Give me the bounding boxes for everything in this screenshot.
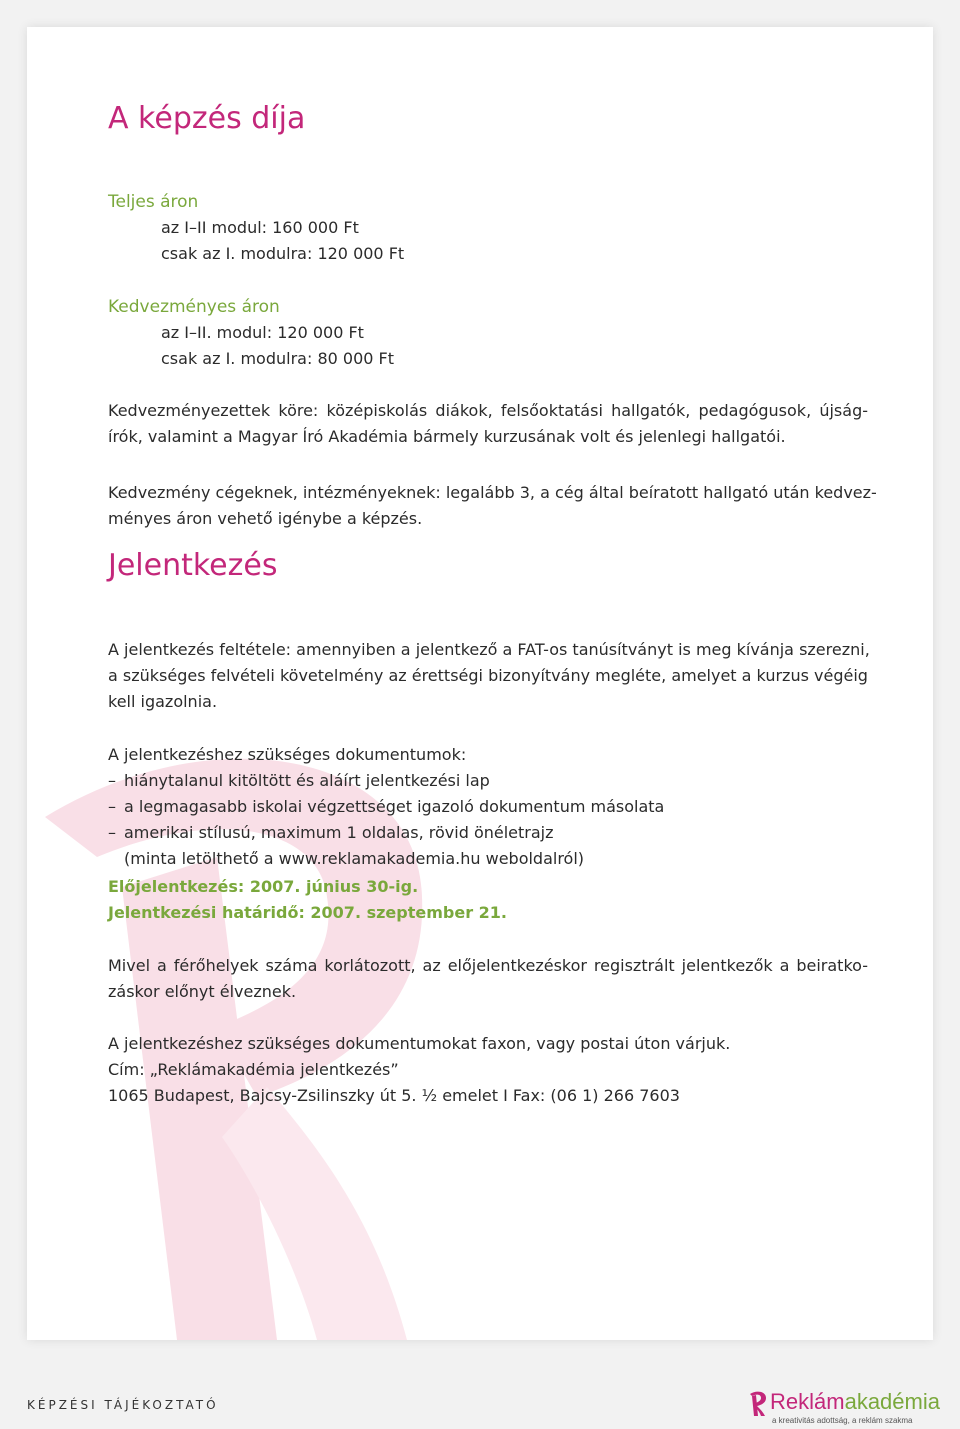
- text-line: A jelentkezéshez szükséges dokumentumokat faxon, vagy postai úton várjuk.: [108, 1034, 731, 1053]
- text-line: 1065 Budapest, Bajcsy-Zsilinszky út 5. ½ emelet I Fax: (06 1) 266 7603: [108, 1086, 680, 1105]
- list-dash: –: [108, 771, 116, 790]
- list-item: [108, 768, 868, 794]
- pre-registration-deadline: Előjelentkezés: 2007. június 30-ig.: [108, 877, 419, 896]
- logo-word-1: Reklám: [770, 1389, 845, 1414]
- text-line: Cím: „Reklámakadémia jelentkezés”: [108, 1060, 399, 1079]
- logo-mark-icon: [748, 1390, 770, 1416]
- full-price-line: az I–II modul: 160 000 Ft: [161, 218, 359, 237]
- eligible-paragraph: [108, 398, 868, 450]
- list-item-text: amerikai stílusú, maximum 1 oldalas, rövid önéletrajz: [124, 823, 554, 842]
- footer-label: KÉPZÉSI TÁJÉKOZTATÓ: [27, 1398, 219, 1412]
- list-item: [108, 820, 868, 846]
- text-line: Kedvezmény cégeknek, intézményeknek: legalább 3, a cég által beíratott hallgató után kedvez-: [108, 483, 877, 502]
- full-price-heading: Teljes áron: [108, 192, 199, 212]
- discount-price-line: az I–II. modul: 120 000 Ft: [161, 323, 364, 342]
- text-line: záskor előnyt élveznek.: [108, 982, 297, 1001]
- full-price-line: csak az I. modulra: 120 000 Ft: [161, 244, 405, 263]
- list-item-text: a legmagasabb iskolai végzettséget igazoló dokumentum másolata: [124, 797, 665, 816]
- documents-note: (minta letölthető a www.reklamakademia.hu weboldalról): [124, 849, 585, 868]
- logo-tagline: a kreativitás adottság, a reklám szakma: [772, 1416, 913, 1425]
- fee-title: A képzés díja: [108, 101, 306, 136]
- list-item-text: hiánytalanul kitöltött és aláírt jelentkezési lap: [124, 771, 490, 790]
- documents-intro: A jelentkezéshez szükséges dokumentumok:: [108, 745, 467, 764]
- company-discount-paragraph: [108, 480, 877, 532]
- text-line: Kedvezményezettek köre: középiskolás diákok, felsőoktatási hallgatók, pedagógusok, újság-: [108, 401, 868, 420]
- discount-price-line: csak az I. modulra: 80 000 Ft: [161, 349, 394, 368]
- priority-paragraph: [108, 953, 868, 1005]
- text-line: ményes áron vehető igénybe a képzés.: [108, 509, 423, 528]
- list-dash: –: [108, 797, 116, 816]
- text-line: kell igazolnia.: [108, 692, 218, 711]
- list-item: [108, 794, 868, 820]
- reklamakademia-logo: [748, 1388, 940, 1428]
- registration-deadline: Jelentkezési határidő: 2007. szeptember 21.: [108, 903, 508, 922]
- text-line: Mivel a férőhelyek száma korlátozott, az előjelentkezéskor regisztrált jelentkezők a beiratko-: [108, 956, 868, 975]
- text-line: írók, valamint a Magyar Író Akadémia bármely kurzusának volt és jelenlegi hallgatói.: [108, 427, 786, 446]
- registration-title: Jelentkezés: [108, 548, 278, 583]
- documents-list: [108, 742, 868, 872]
- contact-paragraph: [108, 1031, 868, 1109]
- condition-paragraph: [108, 637, 868, 715]
- logo-wordmark: [770, 1388, 940, 1416]
- document-page: [27, 27, 933, 1340]
- discount-price-heading: Kedvezményes áron: [108, 297, 280, 317]
- list-dash: –: [108, 823, 116, 842]
- text-line: a szükséges felvételi követelmény az érettségi bizonyítvány megléte, amelyet a kurzus végéig: [108, 666, 868, 685]
- logo-word-2: akadémia: [844, 1389, 940, 1414]
- text-line: A jelentkezés feltétele: amennyiben a jelentkező a FAT-os tanúsítványt is meg kívánja szerezni,: [108, 640, 870, 659]
